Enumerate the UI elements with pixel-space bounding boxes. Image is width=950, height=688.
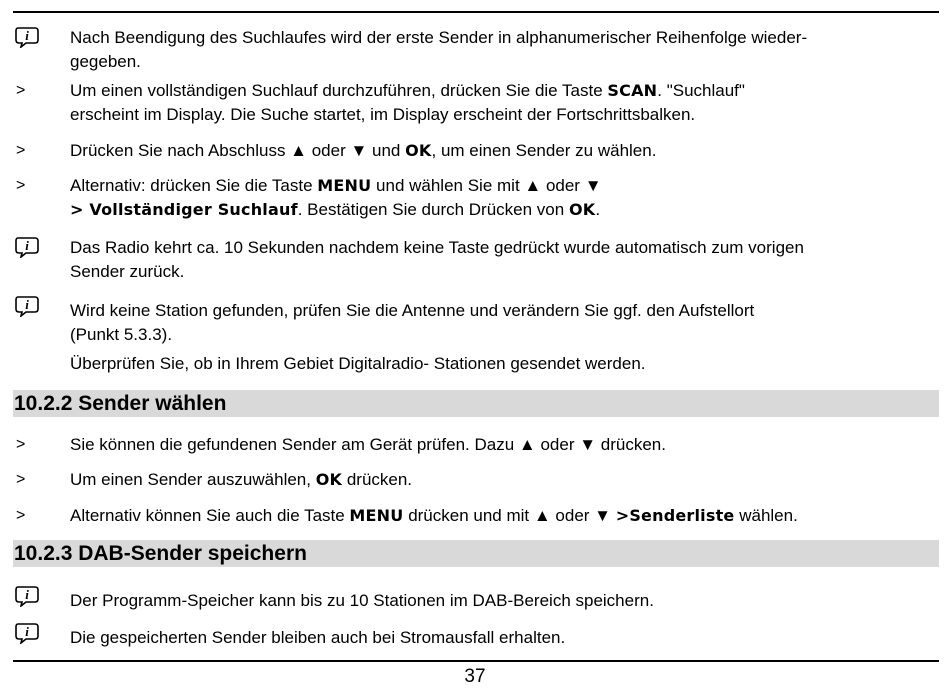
info-icon: [14, 585, 40, 607]
svg-text:i: i: [25, 28, 29, 43]
top-rule: [13, 11, 939, 13]
note-text: Wird keine Station gefunden, prüfen Sie die Antenne und verändern Sie ggf. den Aufstellort (Punkt 5.3.3).: [70, 301, 755, 344]
step-bullet: >: [16, 471, 26, 488]
bottom-rule: [13, 660, 939, 662]
key-label: SCAN: [607, 81, 658, 100]
page-number: 37: [464, 666, 486, 687]
info-icon: [14, 622, 40, 644]
step-text: Drücken Sie nach Abschluss ▲ oder ▼ und OK, um einen Sender zu wählen.: [70, 141, 657, 160]
info-icon: [14, 295, 40, 317]
menu-path: > Vollständiger Suchlauf: [70, 200, 298, 219]
menu-path: >Senderliste: [615, 506, 735, 525]
key-label: OK: [405, 141, 432, 160]
key-label: OK: [568, 200, 596, 219]
key-label: MENU: [349, 506, 404, 525]
note-text: Die gespeicherten Sender bleiben auch bei Stromausfall erhalten.: [70, 628, 566, 647]
key-label: OK: [315, 470, 343, 489]
step-bullet: >: [16, 82, 26, 99]
step-text: Alternativ: drücken Sie die Taste MENU und wählen Sie mit ▲ oder ▼ > Vollständiger Suchlauf. Bestätigen Sie durch Drücken von OK.: [70, 176, 602, 219]
note-text: Das Radio kehrt ca. 10 Sekunden nachdem keine Taste gedrückt wurde automatisch zum vorigen Sender zurück.: [70, 238, 804, 281]
svg-text:i: i: [25, 624, 29, 639]
note-text: Der Programm-Speicher kann bis zu 10 Stationen im DAB-Bereich speichern.: [70, 591, 654, 610]
section-heading: [13, 390, 939, 417]
section-heading: [13, 540, 939, 567]
svg-text:i: i: [25, 238, 29, 253]
note-text: Nach Beendigung des Suchlaufes wird der erste Sender in alphanumerischer Reihenfolge wieder- gegeben.: [70, 28, 808, 71]
key-label: MENU: [317, 176, 372, 195]
step-text: Um einen Sender auszuwählen, OK drücken.: [70, 470, 413, 489]
step-bullet: >: [16, 142, 26, 159]
section-title: 10.2.3 DAB-Sender speichern: [14, 542, 307, 565]
step-bullet: >: [16, 436, 26, 453]
step-bullet: >: [16, 177, 26, 194]
section-title: 10.2.2 Sender wählen: [14, 392, 227, 415]
svg-text:i: i: [25, 587, 29, 602]
info-icon: [14, 236, 40, 258]
step-text: Sie können die gefundenen Sender am Gerät prüfen. Dazu ▲ oder ▼ drücken.: [70, 435, 666, 454]
svg-text:i: i: [25, 297, 29, 312]
note-text: Überprüfen Sie, ob in Ihrem Gebiet Digitalradio- Stationen gesendet werden.: [70, 354, 646, 373]
info-icon: [14, 26, 40, 48]
step-text: Alternativ können Sie auch die Taste MENU drücken und mit ▲ oder ▼ >Senderliste wählen.: [70, 506, 798, 525]
step-bullet: >: [16, 507, 26, 524]
step-text: Um einen vollständigen Suchlauf durchzuführen, drücken Sie die Taste SCAN. "Suchlauf" erscheint im Display. Die Suche startet, im Display erscheint der Fortschrittsbalken.: [70, 81, 745, 124]
